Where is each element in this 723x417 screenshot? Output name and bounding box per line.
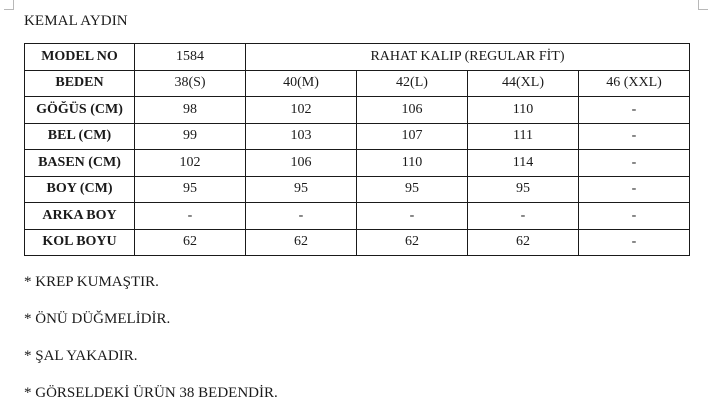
value-cell: 114 [468, 150, 579, 177]
value-cell: 95 [135, 176, 246, 203]
model-number-cell: 1584 [135, 44, 246, 71]
size-chart-table [24, 43, 690, 256]
measurement-row-chest [25, 97, 690, 124]
value-cell: 62 [135, 229, 246, 256]
measurement-row-sleeve [25, 229, 690, 256]
crop-mark-right-horizontal [698, 9, 708, 10]
size-row-label: BEDEN [25, 70, 135, 97]
document-title: KEMAL AYDIN [24, 13, 128, 29]
crop-mark-right-vertical [698, 0, 699, 9]
value-cell: - [579, 97, 690, 124]
value-cell: 102 [135, 150, 246, 177]
note-fabric: * KREP KUMAŞTIR. [24, 274, 159, 290]
value-cell: - [357, 203, 468, 230]
value-cell: 103 [246, 123, 357, 150]
size-cell: 38(S) [135, 70, 246, 97]
value-cell: 110 [468, 97, 579, 124]
value-cell: - [135, 203, 246, 230]
value-cell: 107 [357, 123, 468, 150]
note-buttons: * ÖNÜ DÜĞMELİDİR. [24, 311, 171, 327]
size-row [25, 70, 690, 97]
model-no-label: MODEL NO [25, 44, 135, 71]
value-cell: 62 [468, 229, 579, 256]
measurement-row-back-length [25, 203, 690, 230]
value-cell: 99 [135, 123, 246, 150]
note-pictured-size: * GÖRSELDEKİ ÜRÜN 38 BEDENDİR. [24, 385, 278, 401]
size-cell: 42(L) [357, 70, 468, 97]
value-cell: 95 [357, 176, 468, 203]
value-cell: 110 [357, 150, 468, 177]
measurement-row-hip [25, 150, 690, 177]
crop-mark-left-horizontal [4, 9, 14, 10]
note-collar: * ŞAL YAKADIR. [24, 348, 138, 364]
crop-mark-left-vertical [13, 0, 14, 9]
value-cell: - [579, 203, 690, 230]
model-row [25, 44, 690, 71]
measurement-row-waist [25, 123, 690, 150]
value-cell: 102 [246, 97, 357, 124]
value-cell: - [579, 150, 690, 177]
value-cell: 106 [246, 150, 357, 177]
value-cell: 95 [468, 176, 579, 203]
size-cell: 40(M) [246, 70, 357, 97]
value-cell: 106 [357, 97, 468, 124]
value-cell: - [579, 229, 690, 256]
value-cell: - [579, 176, 690, 203]
row-label: KOL BOYU [25, 229, 135, 256]
value-cell: 111 [468, 123, 579, 150]
measurement-row-length [25, 176, 690, 203]
notes-list [24, 272, 278, 417]
fit-type-cell: RAHAT KALIP (REGULAR FİT) [246, 44, 690, 71]
value-cell: 95 [246, 176, 357, 203]
value-cell: - [246, 203, 357, 230]
row-label: BEL (CM) [25, 123, 135, 150]
value-cell: 62 [246, 229, 357, 256]
size-cell: 44(XL) [468, 70, 579, 97]
value-cell: 62 [357, 229, 468, 256]
value-cell: 98 [135, 97, 246, 124]
row-label: ARKA BOY [25, 203, 135, 230]
value-cell: - [468, 203, 579, 230]
value-cell: - [579, 123, 690, 150]
row-label: GÖĞÜS (CM) [25, 97, 135, 124]
size-cell: 46 (XXL) [579, 70, 690, 97]
row-label: BASEN (CM) [25, 150, 135, 177]
row-label: BOY (CM) [25, 176, 135, 203]
